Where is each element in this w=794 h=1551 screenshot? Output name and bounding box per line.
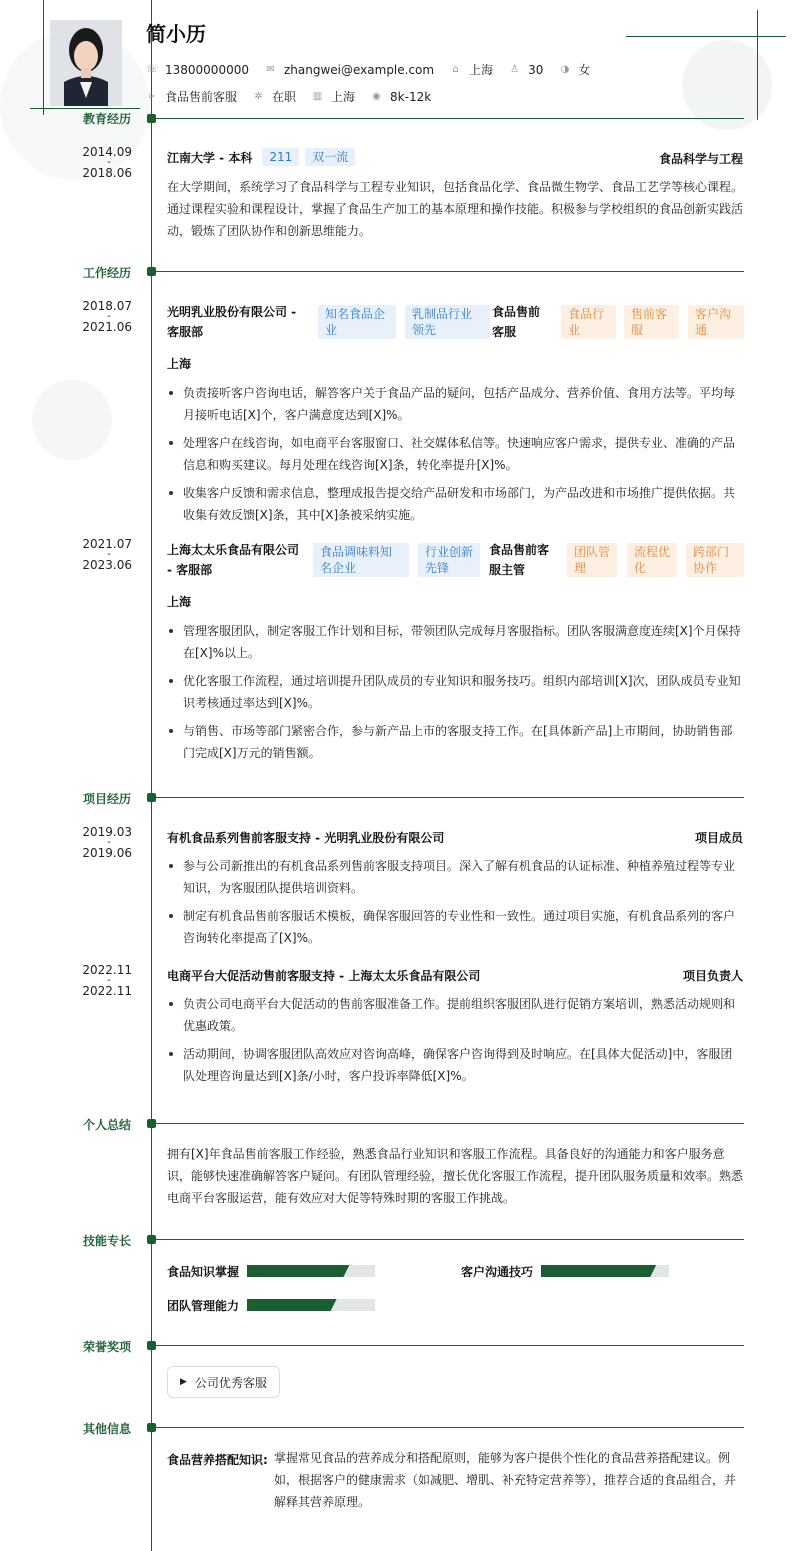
bullet-item: 负责公司电商平台大促活动的售前客服准备工作。提前组织客服团队进行促销方案培训，熟悉活动规则和优惠政策。 — [167, 993, 744, 1037]
section-divider — [156, 1123, 744, 1124]
timeline-line — [151, 0, 152, 1551]
section-divider — [156, 1427, 744, 1428]
bullet-item: 参与公司新推出的有机食品系列售前客服支持项目。深入了解有机食品的认证标准、种植养殖过程等专业知识，为客服团队提供培训资料。 — [167, 855, 744, 899]
decor-circle — [682, 40, 772, 130]
section-divider — [156, 1239, 744, 1240]
work-bullets — [167, 382, 744, 532]
company-tag: 食品调味料知名企业 — [313, 543, 409, 577]
project-title: 电商平台大促活动售前客服支持 - 上海太太乐食品有限公司 — [167, 969, 481, 983]
bullet-item: 优化客服工作流程，通过培训提升团队成员的专业知识和服务技巧。组织内部培训[X]次，团队成员专业知识考核通过率达到[X]%。 — [167, 670, 744, 714]
bullet-item: 负责接听客户咨询电话，解答客户关于食品产品的疑问，包括产品成分、营养价值、食用方法等。平均每月接听电话[X]个，客户满意度达到[X]%。 — [167, 382, 744, 426]
skill-name: 团队管理能力 — [167, 1299, 240, 1313]
company-tag: 乳制品行业领先 — [405, 305, 490, 339]
email: zhangwei@example.com — [283, 62, 435, 77]
building-icon: ▥ — [312, 91, 323, 102]
role-tag: 团队管理 — [567, 543, 617, 577]
summary-text: 拥有[X]年食品售前客服工作经验，熟悉食品行业知识和客服工作流程。具备良好的沟通能力和客户服务意识，能够快速准确解答客户疑问。有团队管理经验，擅长优化客服工作流程，提升团队服务质量和效率。熟悉电商平台客服运营，能有效应对大促等特殊时期的客服工作挑战。 — [167, 1147, 744, 1205]
project-role: 项目成员 — [694, 831, 743, 845]
project-bullets — [167, 855, 744, 955]
company-name: 光明乳业股份有限公司 - 客服部 — [167, 305, 297, 339]
phone-icon: ☏ — [146, 64, 159, 75]
salary-icon: ◉ — [372, 91, 381, 102]
section-divider — [156, 118, 744, 119]
major: 食品科学与工程 — [658, 152, 743, 166]
intent-row — [146, 88, 447, 105]
section-node — [147, 267, 156, 276]
job-role: 食品售前客服主管 — [489, 543, 550, 577]
candidate-name: 简小历 — [146, 22, 206, 46]
bullet-item: 管理客服团队，制定客服工作计划和目标，带领团队完成每月客服指标。团队客服满意度连续[X]个月保持在[X]%以上。 — [167, 620, 744, 664]
section-node — [147, 1423, 156, 1432]
decor-line — [626, 36, 786, 37]
section-node — [147, 114, 156, 123]
section-title-other: 其他信息 — [83, 1422, 132, 1436]
section-title-awards: 荣誉奖项 — [83, 1340, 132, 1354]
skill-bar — [541, 1265, 669, 1277]
project-title: 有机食品系列售前客服支持 - 光明乳业股份有限公司 — [167, 831, 445, 845]
section-divider — [156, 1345, 744, 1346]
decor-line — [43, 0, 44, 115]
section-node — [147, 1119, 156, 1128]
skill-name: 食品知识掌握 — [167, 1265, 240, 1279]
decor-line — [757, 10, 758, 120]
location-icon: ⌂ — [452, 64, 459, 75]
avatar — [50, 20, 122, 106]
section-node — [147, 1235, 156, 1244]
work-city: 上海 — [167, 357, 192, 371]
bullet-item: 制定有机食品售前客服话术模板，确保客服回答的专业性和一致性。通过项目实施，有机食品系列的客户咨询转化率提高了[X]%。 — [167, 905, 744, 949]
job-target: 食品售前客服 — [165, 90, 238, 104]
bullet-item: 收集客户反馈和需求信息，整理成报告提交给产品研发和市场部门，为产品改进和市场推广提供依据。共收集有效反馈[X]条，其中[X]条被采纳实施。 — [167, 482, 744, 526]
city: 上海 — [469, 63, 494, 77]
edu-date: 2014.09 - 2018.06 — [82, 145, 132, 180]
project-date: 2019.03 - 2019.06 — [82, 825, 132, 860]
project-role: 项目负责人 — [682, 969, 743, 983]
school-tag: 211 — [262, 148, 299, 166]
target-city: 上海 — [331, 90, 356, 104]
skill-bar-fill — [247, 1299, 337, 1311]
send-icon: ➢ — [147, 91, 156, 102]
section-title-work: 工作经历 — [83, 266, 132, 280]
age: 30 — [528, 62, 544, 77]
skill-bar — [247, 1265, 375, 1277]
bullet-item: 与销售、市场等部门紧密合作，参与新产品上市的客服支持工作。在[具体新产品]上市期间，协助销售部门完成[X]万元的销售额。 — [167, 720, 744, 764]
other-text: 掌握常见食品的营养成分和搭配原则，能够为客户提供个性化的食品营养搭配建议。例如，根据客户的健康需求（如减肥、增肌、补充特定营养等），推荐合适的食品组合，并解释其营养原理。 — [274, 1451, 737, 1509]
play-icon: ▶ — [180, 1377, 187, 1387]
job-role: 食品售前客服 — [492, 305, 541, 339]
decor-line — [30, 108, 140, 109]
project-bullets — [167, 993, 744, 1093]
section-title-summary: 个人总结 — [83, 1118, 132, 1132]
work-bullets — [167, 620, 744, 770]
status-icon: ✲ — [254, 91, 263, 102]
section-title-project: 项目经历 — [83, 792, 132, 806]
school-name: 江南大学 - 本科 — [167, 150, 253, 165]
work-date: 2018.07 - 2021.06 — [82, 299, 132, 334]
skill-bar-fill — [247, 1265, 349, 1277]
skill-name: 客户沟通技巧 — [461, 1265, 534, 1279]
bullet-item: 活动期间，协调客服团队高效应对咨询高峰，确保客户咨询得到及时响应。在[具体大促活动]中，客服团队处理咨询量达到[X]条/小时，客户投诉率降低[X]%。 — [167, 1043, 744, 1087]
salary: 8k-12k — [390, 89, 432, 104]
other-label: 食品营养搭配知识: — [167, 1453, 268, 1467]
section-divider — [156, 797, 744, 798]
section-node — [147, 793, 156, 802]
role-tag: 流程优化 — [627, 543, 677, 577]
award-label: 公司优秀客服 — [194, 1375, 267, 1390]
company-tag: 知名食品企业 — [318, 305, 396, 339]
decor-circle — [32, 380, 112, 460]
edu-header — [167, 148, 355, 166]
company-tag: 行业创新先锋 — [418, 543, 480, 577]
skill-bar-fill — [541, 1265, 656, 1277]
job-status: 在职 — [272, 90, 297, 104]
edu-description: 在大学期间，系统学习了食品科学与工程专业知识，包括食品化学、食品微生物学、食品工艺学等核心课程。通过课程实验和课程设计，掌握了食品生产加工的基本原理和操作技能。积极参与学校组织的食品创新实践活动，锻炼了团队协作和创新思维能力。 — [167, 180, 744, 238]
school-tag: 双一流 — [305, 148, 355, 166]
award-item[interactable] — [167, 1366, 280, 1398]
gender: 女 — [578, 63, 591, 77]
section-title-education: 教育经历 — [83, 112, 132, 126]
work-city: 上海 — [167, 595, 192, 609]
role-tag: 售前客服 — [624, 305, 679, 339]
role-tag: 食品行业 — [561, 305, 616, 339]
age-icon: ♙ — [510, 64, 520, 75]
section-title-skills: 技能专长 — [83, 1234, 132, 1248]
gender-icon: ◑ — [560, 64, 570, 75]
contact-row — [146, 61, 606, 78]
company-name: 上海太太乐食品有限公司 - 客服部 — [167, 543, 300, 577]
section-node — [147, 1341, 156, 1350]
skill-bar — [247, 1299, 375, 1311]
role-tag: 客户沟通 — [688, 305, 744, 339]
role-tag: 跨部门协作 — [686, 543, 744, 577]
work-date: 2021.07 - 2023.06 — [82, 537, 132, 572]
project-date: 2022.11 - 2022.11 — [82, 963, 132, 998]
email-icon: ✉ — [266, 64, 275, 75]
section-divider — [156, 271, 744, 272]
bullet-item: 处理客户在线咨询，如电商平台客服窗口、社交媒体私信等。快速响应客户需求，提供专业、准确的产品信息和购买建议。每月处理在线咨询[X]条，转化率提升[X]%。 — [167, 432, 744, 476]
phone: 13800000000 — [165, 62, 249, 77]
